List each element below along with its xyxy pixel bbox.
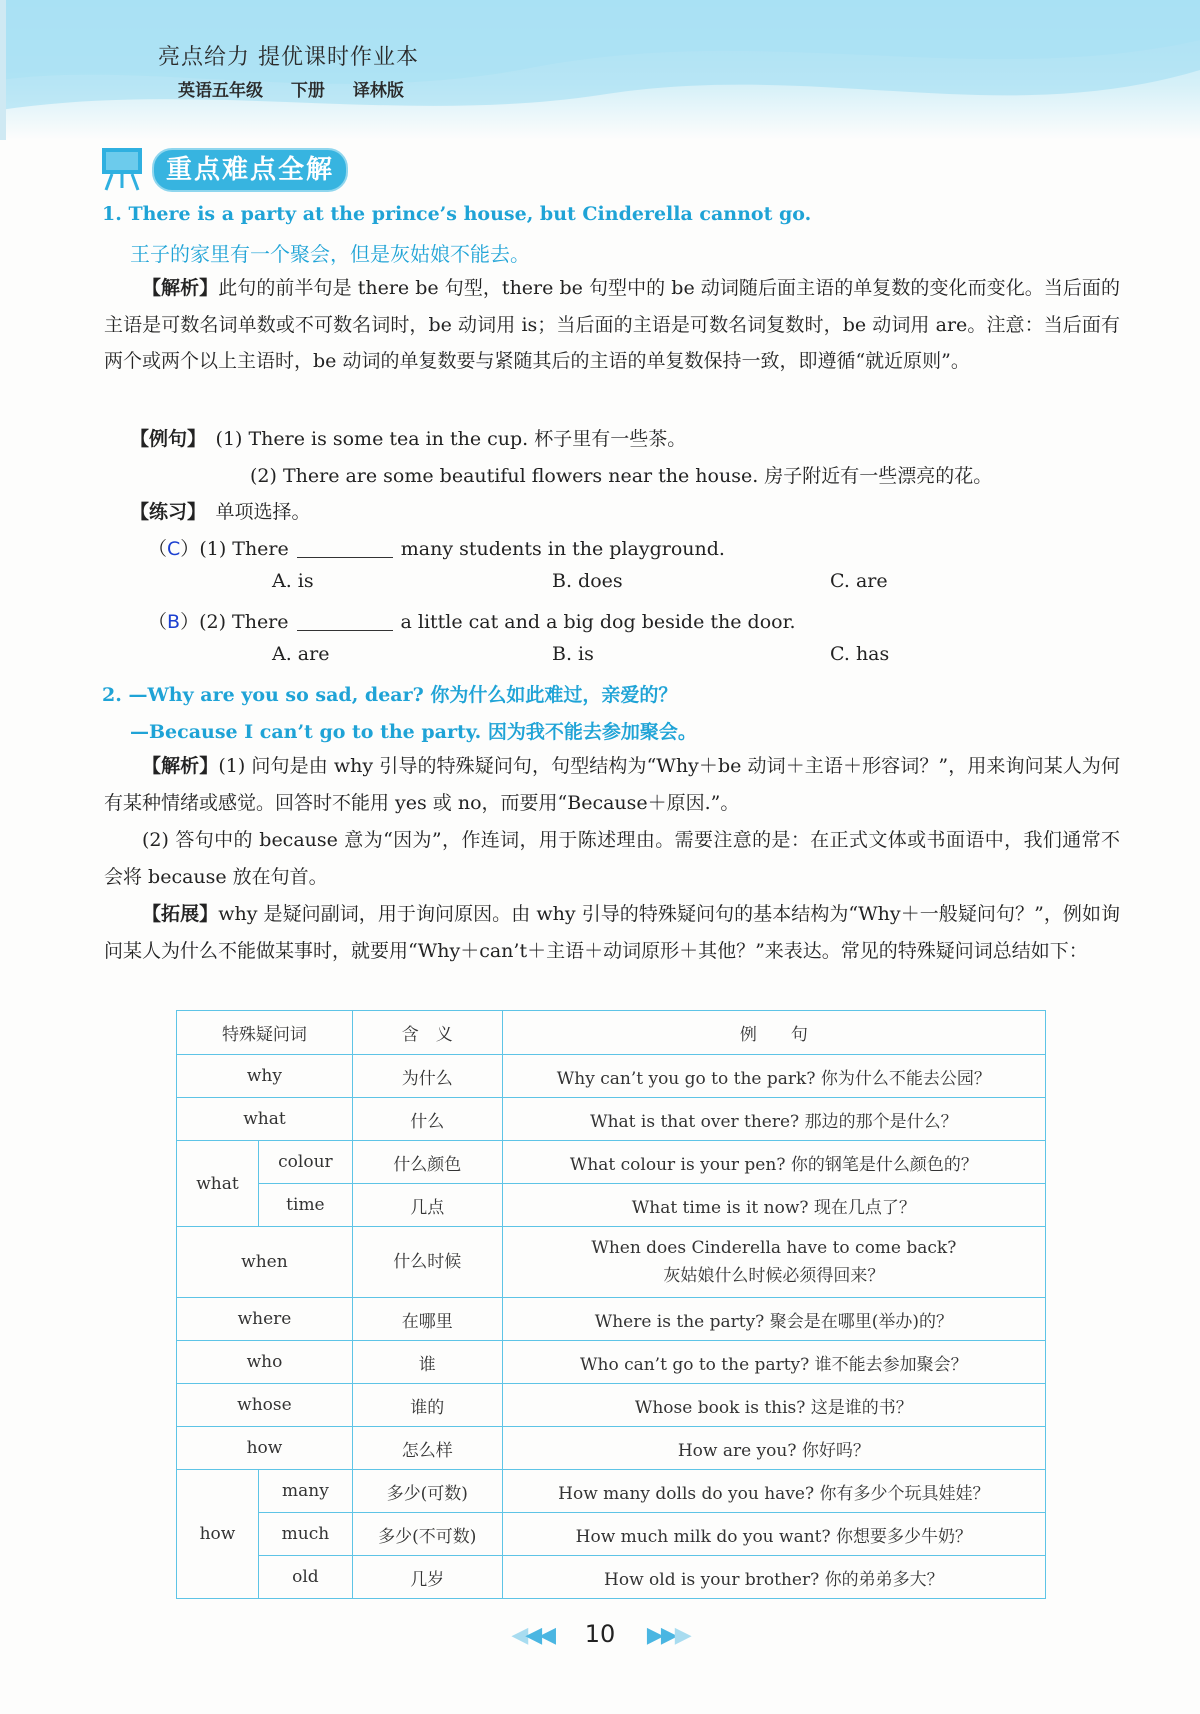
table-cell-example: What is that over there? 那边的那个是什么？ bbox=[502, 1098, 1045, 1141]
table-row bbox=[177, 1098, 1046, 1141]
table-cell-meaning: 谁 bbox=[352, 1341, 502, 1384]
table-row bbox=[177, 1470, 1046, 1513]
table-cell-word: what bbox=[177, 1098, 353, 1141]
table-cell-word: how bbox=[177, 1427, 353, 1470]
answer-blank[interactable] bbox=[297, 612, 393, 631]
table-cell-example: Where is the party? 聚会是在哪里(举办)的？ bbox=[502, 1298, 1045, 1341]
blackboard-icon bbox=[100, 146, 148, 194]
table-cell-word: who bbox=[177, 1341, 353, 1384]
q1-analysis bbox=[104, 270, 1120, 380]
table-cell-example: What colour is your pen? 你的钢笔是什么颜色的？ bbox=[502, 1141, 1045, 1184]
q2-analysis-1-text: (1) 问句是由 why 引导的特殊疑问句，句型结构为“Why＋be 动词＋主语＋形容词？”，用来询问某人为何有某种情绪或感觉。回答时不能用 yes 或 no，而要用“Because＋原因.”。 bbox=[104, 755, 1120, 814]
table-cell-word: whose bbox=[177, 1384, 353, 1427]
table-cell-meaning: 什么颜色 bbox=[352, 1141, 502, 1184]
paren-close: ） bbox=[180, 611, 200, 633]
table-cell-group: what bbox=[177, 1141, 259, 1227]
option-c-2: C. has bbox=[830, 643, 890, 665]
table-cell-example: What time is it now? 现在几点了？ bbox=[502, 1184, 1045, 1227]
q1-exercise-2 bbox=[148, 607, 796, 634]
table-row bbox=[177, 1227, 1046, 1298]
option-c-1: C. are bbox=[830, 570, 888, 592]
table-cell-example: Who can’t go to the party? 谁不能去参加聚会？ bbox=[502, 1341, 1045, 1384]
table-cell-meaning: 谁的 bbox=[352, 1384, 502, 1427]
table-cell-word: old bbox=[258, 1556, 352, 1599]
q2-answer: —Because I can’t go to the party. 因为我不能去参加聚会。 bbox=[130, 721, 697, 743]
section-title-label: 重点难点全解 bbox=[152, 148, 348, 192]
answer-1: C bbox=[167, 538, 181, 560]
q2-extend-tag: 【拓展】 bbox=[142, 903, 219, 925]
table-cell-example: How much milk do you want? 你想要多少牛奶？ bbox=[502, 1513, 1045, 1556]
table-row bbox=[177, 1141, 1046, 1184]
example-line: 灰姑娘什么时候必须得回来？ bbox=[663, 1266, 885, 1286]
table-cell-example: How are you? 你好吗？ bbox=[502, 1427, 1045, 1470]
table-cell-meaning: 多少(不可数) bbox=[352, 1513, 502, 1556]
arrow-right-icon: ▶▶ bbox=[646, 1623, 675, 1648]
paren-open: （ bbox=[148, 611, 168, 633]
arrow-left-icon: ◀◀ bbox=[525, 1623, 554, 1648]
q1-practice-heading bbox=[130, 497, 311, 524]
q1-example-tag: 【例句】 bbox=[130, 428, 197, 450]
table-row bbox=[177, 1341, 1046, 1384]
table-cell-meaning: 怎么样 bbox=[352, 1427, 502, 1470]
table-cell-meaning: 什么时候 bbox=[352, 1227, 502, 1298]
exercise-2-rest: a little cat and a big dog beside the door. bbox=[400, 611, 796, 633]
table-cell-meaning: 几点 bbox=[352, 1184, 502, 1227]
book-subject: 英语五年级 bbox=[178, 81, 263, 101]
q1-english: 1. There is a party at the prince’s house, but Cinderella cannot go. bbox=[102, 203, 812, 225]
table-row bbox=[177, 1427, 1046, 1470]
table-cell-meaning: 为什么 bbox=[352, 1055, 502, 1098]
book-edition: 译林版 bbox=[352, 81, 404, 101]
option-a-2: A. are bbox=[272, 643, 330, 665]
page-header bbox=[0, 0, 1200, 140]
table-cell-meaning: 什么 bbox=[352, 1098, 502, 1141]
q2-question: 2. —Why are you so sad, dear? 你为什么如此难过，亲爱的？ bbox=[102, 684, 678, 706]
q1-practice-title: 单项选择。 bbox=[215, 501, 311, 523]
table-row bbox=[177, 1513, 1046, 1556]
table-cell-word: much bbox=[258, 1513, 352, 1556]
table-cell-word: when bbox=[177, 1227, 353, 1298]
q1-analysis-tag: 【解析】 bbox=[142, 277, 219, 299]
table-row bbox=[177, 1556, 1046, 1599]
q1-analysis-text: 此句的前半句是 there be 句型，there be 句型中的 be 动词随后面主语的单复数的变化而变化。当后面的主语是可数名词单数或不可数名词时，be 动词用 is；当后面的主语是可数名词复数时，be 动词用 are。注意：当后面有两个或两个以上主语时，be 动词的单复数要与紧随其后的主语的单复数保持一致，即遵循“就近原则”。 bbox=[104, 277, 1120, 372]
table-cell-meaning: 多少(可数) bbox=[352, 1470, 502, 1513]
q1-exercise-1 bbox=[148, 534, 725, 561]
q2-extend-text: why 是疑问副词，用于询问原因。由 why 引导的特殊疑问句的基本结构为“Why＋一般疑问句？”，例如询问某人为什么不能做某事时，就要用“Why＋can’t＋主语＋动词原形＋其他？”来表达。常见的特殊疑问词总结如下： bbox=[104, 903, 1120, 962]
paren-close: ） bbox=[180, 538, 200, 560]
table-cell-word: where bbox=[177, 1298, 353, 1341]
table-row bbox=[177, 1298, 1046, 1341]
option-b-1: B. does bbox=[552, 570, 623, 592]
table-header-row bbox=[177, 1011, 1046, 1055]
table-header: 例 句 bbox=[502, 1011, 1045, 1055]
option-b-2: B. is bbox=[552, 643, 594, 665]
arrow-left-icon: ◀ bbox=[511, 1623, 526, 1648]
option-a-1: A. is bbox=[272, 570, 314, 592]
table-cell-meaning: 在哪里 bbox=[352, 1298, 502, 1341]
table-cell-word: why bbox=[177, 1055, 353, 1098]
table-cell-example: How old is your brother? 你的弟弟多大？ bbox=[502, 1556, 1045, 1599]
exercise-2-stem: (2) There bbox=[199, 611, 289, 633]
book-title: 亮点给力 提优课时作业本 bbox=[158, 45, 419, 70]
arrow-right-icon: ▶ bbox=[674, 1623, 689, 1648]
q1-practice-tag: 【练习】 bbox=[130, 501, 197, 523]
q1-example-2: (2) There are some beautiful flowers near the house. 房子附近有一些漂亮的花。 bbox=[250, 465, 993, 487]
table-row bbox=[177, 1184, 1046, 1227]
book-subtitle bbox=[178, 76, 426, 101]
exercise-1-stem: (1) There bbox=[199, 538, 289, 560]
table-cell-example bbox=[502, 1227, 1045, 1298]
table-cell-word: colour bbox=[258, 1141, 352, 1184]
q1-chinese: 王子的家里有一个聚会，但是灰姑娘不能去。 bbox=[130, 242, 530, 266]
table-cell-meaning: 几岁 bbox=[352, 1556, 502, 1599]
table-cell-word: time bbox=[258, 1184, 352, 1227]
table-cell-word: many bbox=[258, 1470, 352, 1513]
q2-extend bbox=[104, 896, 1120, 969]
q2-analysis-tag: 【解析】 bbox=[142, 755, 219, 777]
example-line: When does Cinderella have to come back? bbox=[591, 1238, 957, 1258]
table-cell-example: Why can’t you go to the park? 你为什么不能去公园？ bbox=[502, 1055, 1045, 1098]
answer-2: B bbox=[167, 611, 181, 633]
table-row bbox=[177, 1055, 1046, 1098]
page-number: 10 bbox=[584, 1620, 616, 1648]
table-row bbox=[177, 1384, 1046, 1427]
exercise-1-rest: many students in the playground. bbox=[400, 538, 725, 560]
table-cell-group: how bbox=[177, 1470, 259, 1599]
question-words-table bbox=[176, 1010, 1046, 1599]
page-footer bbox=[0, 1620, 1200, 1648]
table-header: 含 义 bbox=[352, 1011, 502, 1055]
q2-analysis-1 bbox=[104, 748, 1120, 821]
q2-analysis-2: (2) 答句中的 because 意为“因为”，作连词，用于陈述理由。需要注意的是：在正式文体或书面语中，我们通常不会将 because 放在句首。 bbox=[104, 829, 1120, 888]
table-cell-example: How many dolls do you have? 你有多少个玩具娃娃？ bbox=[502, 1470, 1045, 1513]
q1-example-1-text: (1) There is some tea in the cup. 杯子里有一些茶。 bbox=[215, 428, 687, 450]
paren-open: （ bbox=[148, 538, 168, 560]
table-header: 特殊疑问词 bbox=[177, 1011, 353, 1055]
book-volume: 下册 bbox=[290, 81, 325, 101]
answer-blank[interactable] bbox=[297, 539, 393, 558]
table-cell-example: Whose book is this? 这是谁的书？ bbox=[502, 1384, 1045, 1427]
q1-example-1 bbox=[130, 424, 686, 451]
